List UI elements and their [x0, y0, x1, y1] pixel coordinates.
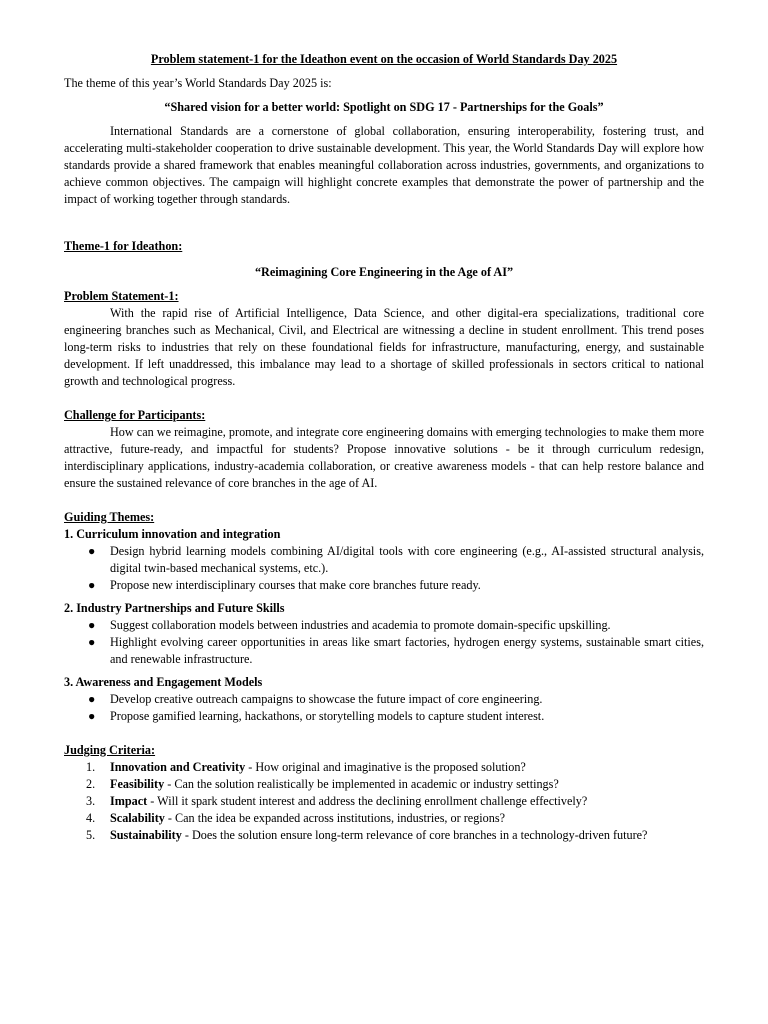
criterion-description: - Does the solution ensure long-term relevance of core branches in a technology-driven future? [181, 828, 648, 842]
list-item-text: Develop creative outreach campaigns to showcase the future impact of core engineering. [110, 692, 543, 706]
theme-heading: 1. Curriculum innovation and integration [64, 527, 281, 541]
list-item-text: Highlight evolving career opportunities in areas like smart factories, hydrogen energy systems, sustainable smart cities, and renewable infrastructure. [110, 635, 704, 666]
list-item-text: Suggest collaboration models between industries and academia to promote domain-specific upskilling. [110, 618, 611, 632]
problem-statement-paragraph: With the rapid rise of Artificial Intelligence, Data Science, and other digital-era specializations, traditional core engineering branches such as Mechanical, Civil, and Electrical are witnessing a decline in student enrollment. This trend poses long-term risks to industries that rely on these foundational fields for infrastructure, manufacturing, energy, and sustainable development. If left unaddressed, this imbalance may lead to a shortage of skilled professionals in sectors critical to national growth and technological progress. [64, 306, 704, 388]
guiding-theme-2 [64, 600, 704, 668]
list-item-text: Propose new interdisciplinary courses that make core branches future ready. [110, 578, 481, 592]
criterion-description: - Can the solution realistically be implemented in academic or industry settings? [164, 777, 559, 791]
list-item [64, 543, 704, 577]
bullet-icon: ● [88, 578, 96, 592]
guiding-themes-heading: Guiding Themes: [64, 510, 155, 524]
intro-line: The theme of this year’s World Standards Day 2025 is: [64, 76, 332, 90]
list-item-text: Propose gamified learning, hackathons, or storytelling models to capture student interest. [110, 709, 545, 723]
judging-criteria-list [64, 759, 704, 844]
list-number: 2. [86, 777, 96, 791]
criterion-term: Feasibility [110, 777, 165, 791]
list-item [64, 577, 704, 594]
criterion-description: - Can the idea be expanded across institutions, industries, or regions? [164, 811, 506, 825]
spacer [64, 725, 704, 742]
criterion-description: - How original and imaginative is the proposed solution? [245, 760, 526, 774]
theme-bullet-list [64, 691, 704, 725]
challenge-heading: Challenge for Participants: [64, 408, 206, 422]
list-item [64, 776, 704, 793]
criterion-term: Innovation and Creativity [110, 760, 246, 774]
list-number: 4. [86, 811, 96, 825]
theme-heading: 3. Awareness and Engagement Models [64, 675, 263, 689]
theme-quote: “Shared vision for a better world: Spotlight on SDG 17 - Partnerships for the Goals” [164, 100, 604, 114]
list-item [64, 634, 704, 668]
list-item [64, 691, 704, 708]
criterion-term: Scalability [110, 811, 165, 825]
list-number: 5. [86, 828, 96, 842]
list-item [64, 810, 704, 827]
theme-heading: 2. Industry Partnerships and Future Skills [64, 601, 285, 615]
guiding-theme-1 [64, 526, 704, 594]
bullet-icon: ● [88, 709, 96, 723]
problem-statement-heading: Problem Statement-1: [64, 289, 179, 303]
challenge-paragraph: How can we reimagine, promote, and integrate core engineering domains with emerging technologies to make them more attractive, future-ready, and impactful for students? Propose innovative solutions - be it through curriculum redesign, interdisciplinary applications, industry-academia collaboration, or creative awareness models - that can help restore balance and ensure the sustained relevance of core branches in the age of AI. [64, 425, 704, 490]
judging-criteria-heading: Judging Criteria: [64, 743, 156, 757]
list-number: 1. [86, 760, 96, 774]
theme1-heading: Theme-1 for Ideathon: [64, 239, 183, 253]
intro-paragraph: International Standards are a cornerstone of global collaboration, ensuring interoperability, fostering trust, and accelerating multi-stakeholder cooperation to drive sustainable development. This year, the World Standards Day will explore how standards provide a shared framework that enables meaningful collaboration across industries, governments, and organizations to achieve common objectives. The campaign will highlight concrete examples that demonstrate the power of partnership and the impact of working together through standards. [64, 124, 704, 206]
bullet-icon: ● [88, 544, 96, 558]
list-item [64, 827, 704, 844]
list-item [64, 708, 704, 725]
theme1-quote: “Reimagining Core Engineering in the Age of AI” [254, 265, 514, 279]
spacer [64, 208, 704, 238]
theme-bullet-list [64, 617, 704, 668]
list-item [64, 759, 704, 776]
criterion-term: Impact [110, 794, 148, 808]
theme-bullet-list [64, 543, 704, 594]
spacer [64, 492, 704, 509]
document-title: Problem statement-1 for the Ideathon event on the occasion of World Standards Day 2025 [150, 52, 618, 66]
list-item [64, 617, 704, 634]
criterion-term: Sustainability [110, 828, 182, 842]
list-number: 3. [86, 794, 96, 808]
guiding-theme-3 [64, 674, 704, 725]
bullet-icon: ● [88, 692, 96, 706]
list-item-text: Design hybrid learning models combining AI/digital tools with core engineering (e.g., AI-assisted structural analysis, digital twin-based mechanical systems, etc.). [110, 544, 704, 575]
bullet-icon: ● [88, 618, 96, 632]
criterion-description: - Will it spark student interest and address the declining enrollment challenge effectively? [147, 794, 588, 808]
list-item [64, 793, 704, 810]
bullet-icon: ● [88, 635, 96, 649]
spacer [64, 390, 704, 407]
